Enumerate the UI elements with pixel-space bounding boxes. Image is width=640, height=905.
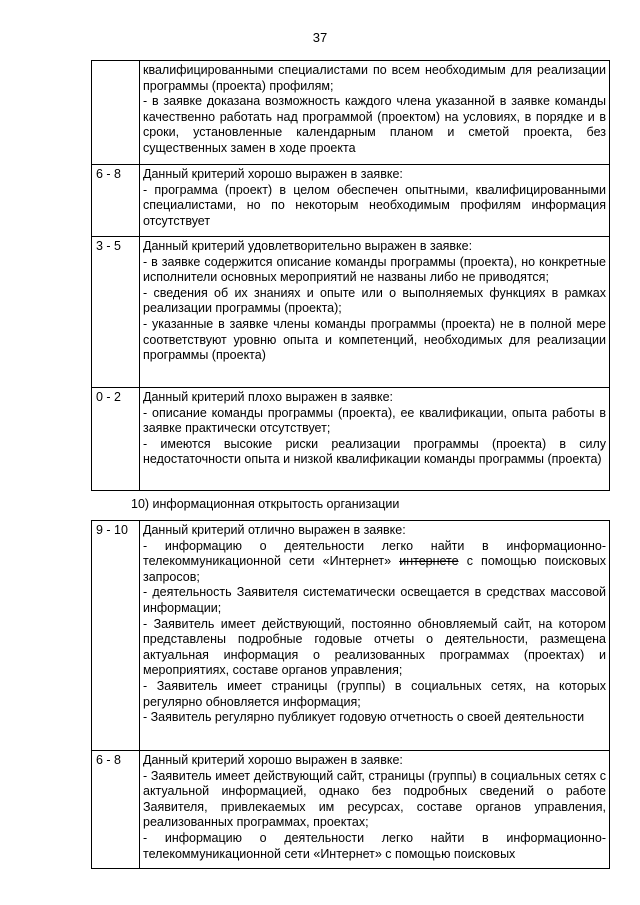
description-cell [140,237,610,388]
description-line: Данный критерий плохо выражен в заявке: [143,390,393,404]
description-line: - Заявитель регулярно публикует годовую отчетность о своей деятельности [143,710,585,725]
table-row [92,751,610,869]
description-line: - сведения об их знаниях и опыте или о выполняемых функциях в рамках реализации программы (проекта); [143,285,606,316]
description-line [143,539,606,586]
page-number: 37 [312,30,328,45]
description-line: - имеются высокие риски реализации программы (проекта) в силу недостаточности опыта и низкой квалификации команды программы (проекта) [143,436,606,467]
score-cell [92,61,140,165]
criteria-table-openness [91,520,610,869]
description-cell [140,61,610,165]
description-line: Данный критерий удовлетворительно выражен в заявке: [143,239,473,253]
description-line: - Заявитель имеет действующий, постоянно обновляемый сайт, на котором представлены подробные годовые отчеты о деятельности, размещена актуальная информация о реализованных программах (проектах) и мероприятиях, составе органов управления; [143,616,606,678]
score-cell: 0 - 2 [92,388,140,491]
score-cell: 9 - 10 [92,521,140,751]
description-line: Данный критерий хорошо выражен в заявке: [143,167,403,181]
text-fragment: - информацию о деятельности легко найти в информационно-телекоммуникационной сети «Интернет» [143,538,606,569]
description-line: - Заявитель имеет страницы (группы) в социальных сетях, на которых регулярно обновляется информация; [143,678,606,709]
strikethrough-text: интернете [399,554,459,569]
description-line: - Заявитель имеет действующий сайт, страницы (группы) в социальных сетях с актуальной информацией, однако без подробных сведений о работе Заявителя, привлекаемых им ресурсах, составе органов управления, реализованных программах, проектах; [143,768,606,830]
description-line: - деятельность Заявителя систематически освещается в средствах массовой информации; [143,585,606,615]
description-line: - в заявке содержится описание команды программы (проекта), но конкретные исполнители основных мероприятий не названы либо не приводятся; [143,254,606,285]
description-line: - информацию о деятельности легко найти в информационно-телекоммуникационной сети «Интернет» с помощью поисковых [143,830,606,861]
description-line: Данный критерий отлично выражен в заявке: [143,523,406,537]
criteria-table-team [91,60,610,491]
description-line: - программа (проект) в целом обеспечен опытными, квалифицированными специалистами, но по некоторым необходимым профилям информация отсутствует [143,182,606,228]
description-cell [140,388,610,491]
description-line: - указанные в заявке члены команды программы (проекта) не в полной мере соответствуют уровню опыта и компетенций, необходимых для реализации программы (проекта) [143,316,606,363]
table-row [92,521,610,751]
description-cell [140,751,610,869]
score-cell: 6 - 8 [92,165,140,237]
description-line: - описание команды программы (проекта), ее квалификации, опыта работы в заявке практически отсутствует; [143,405,606,436]
description-line: - в заявке доказана возможность каждого члена указанной в заявке команды качественно работать над программой (проектом) на условиях, в порядке и в сроки, установленные календарным планом и сметой проекта, без существенных замен в ходе проекта [143,94,606,155]
section-heading: 10) информационная открытость организации [131,497,400,511]
description-cell [140,165,610,237]
table-row [92,165,610,237]
description-line: квалифицированными специалистами по всем необходимым для реализации программы (проекта) профилям; [143,63,606,93]
table-row [92,61,610,165]
description-cell [140,521,610,751]
table-row [92,388,610,491]
table-row [92,237,610,388]
score-cell: 6 - 8 [92,751,140,869]
description-line: Данный критерий хорошо выражен в заявке: [143,753,403,767]
text-fragment: с помощью поисковых запросов; [143,554,607,584]
score-cell: 3 - 5 [92,237,140,388]
